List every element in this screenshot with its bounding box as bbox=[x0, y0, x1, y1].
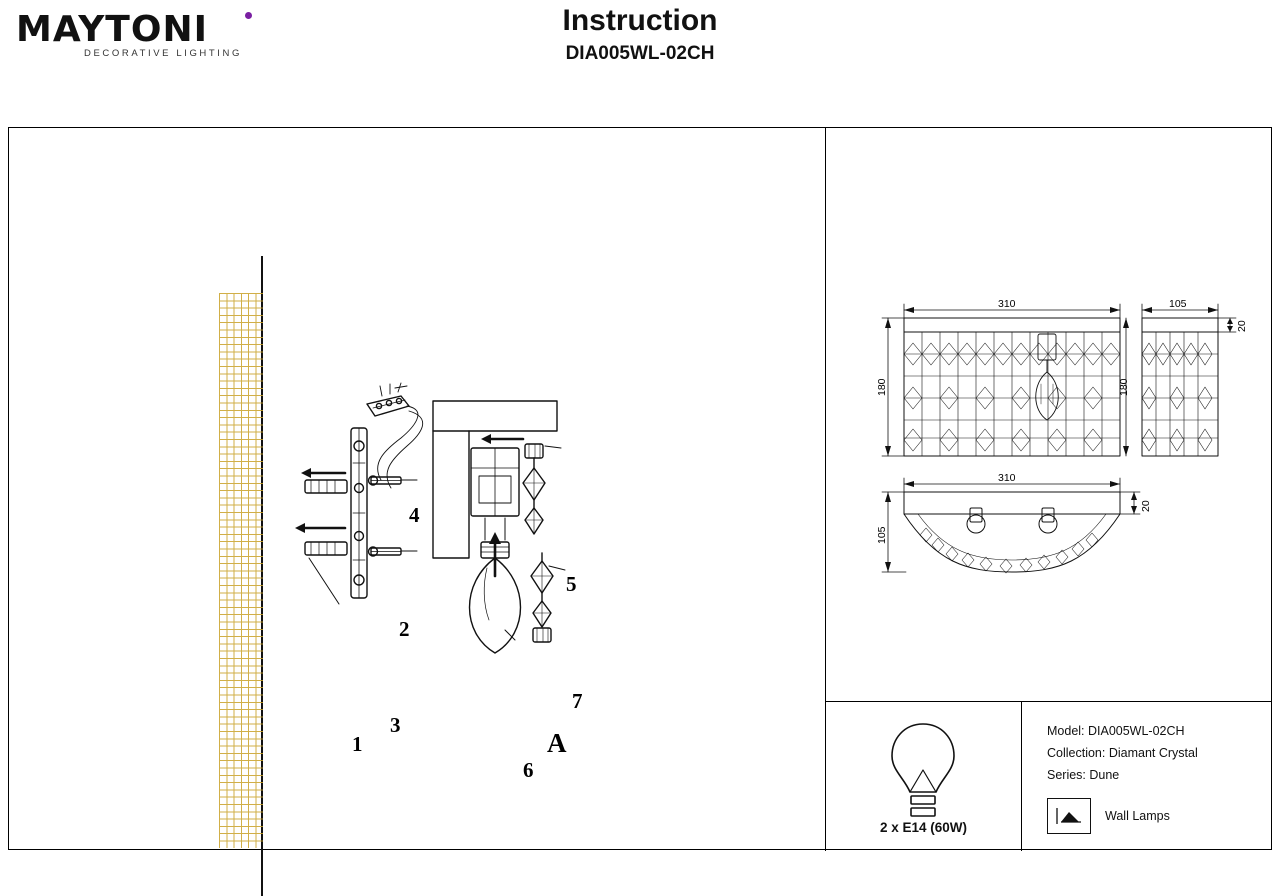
assembly-diagram bbox=[9, 128, 825, 851]
page-title: Instruction bbox=[562, 4, 718, 37]
brand-name: MAYTONI bbox=[16, 9, 208, 50]
brand-tagline: DECORATIVE LIGHTING bbox=[84, 48, 242, 59]
info-collection: Collection: Diamant Crystal bbox=[1047, 746, 1198, 760]
lamp-spec-text: 2 x E14 (60W) bbox=[879, 820, 968, 835]
instruction-frame bbox=[8, 127, 1272, 850]
category-label: Wall Lamps bbox=[1105, 809, 1170, 823]
dim-front-width: 310 bbox=[998, 298, 1016, 310]
product-info-cell bbox=[1022, 702, 1272, 851]
dim-top-right-depth: 20 bbox=[1140, 500, 1152, 512]
callout-5: 5 bbox=[566, 572, 577, 596]
callout-3: 3 bbox=[390, 713, 401, 737]
bulb-icon bbox=[826, 710, 1021, 830]
callout-1: 1 bbox=[352, 732, 363, 756]
dim-side-height: 180 bbox=[1118, 378, 1130, 396]
dim-side-width: 105 bbox=[1169, 298, 1187, 310]
dimension-svg bbox=[826, 128, 1272, 701]
callout-4: 4 bbox=[409, 503, 420, 527]
category-row bbox=[1047, 798, 1272, 834]
title-block bbox=[0, 2, 1280, 66]
wall-lamp-icon bbox=[1047, 798, 1091, 834]
product-code: DIA005WL-02CH bbox=[565, 43, 715, 64]
dim-top-width: 310 bbox=[998, 472, 1016, 484]
info-series: Series: Dune bbox=[1047, 768, 1120, 782]
info-model: Model: DIA005WL-02CH bbox=[1047, 724, 1185, 738]
callout-7: 7 bbox=[572, 689, 583, 713]
assembly-drawing-svg bbox=[9, 128, 825, 851]
wall-lamp-glyph bbox=[1053, 804, 1085, 828]
document-header bbox=[0, 0, 1280, 120]
dim-side-top-depth: 20 bbox=[1236, 320, 1248, 332]
dimension-drawings bbox=[826, 128, 1272, 701]
callout-6: 6 bbox=[523, 758, 534, 782]
dim-front-height: 180 bbox=[876, 378, 888, 396]
callout-a: A bbox=[547, 728, 567, 758]
dim-top-depth: 105 bbox=[876, 526, 888, 544]
callout-2: 2 bbox=[399, 617, 410, 641]
lamp-spec-cell bbox=[826, 702, 1021, 851]
